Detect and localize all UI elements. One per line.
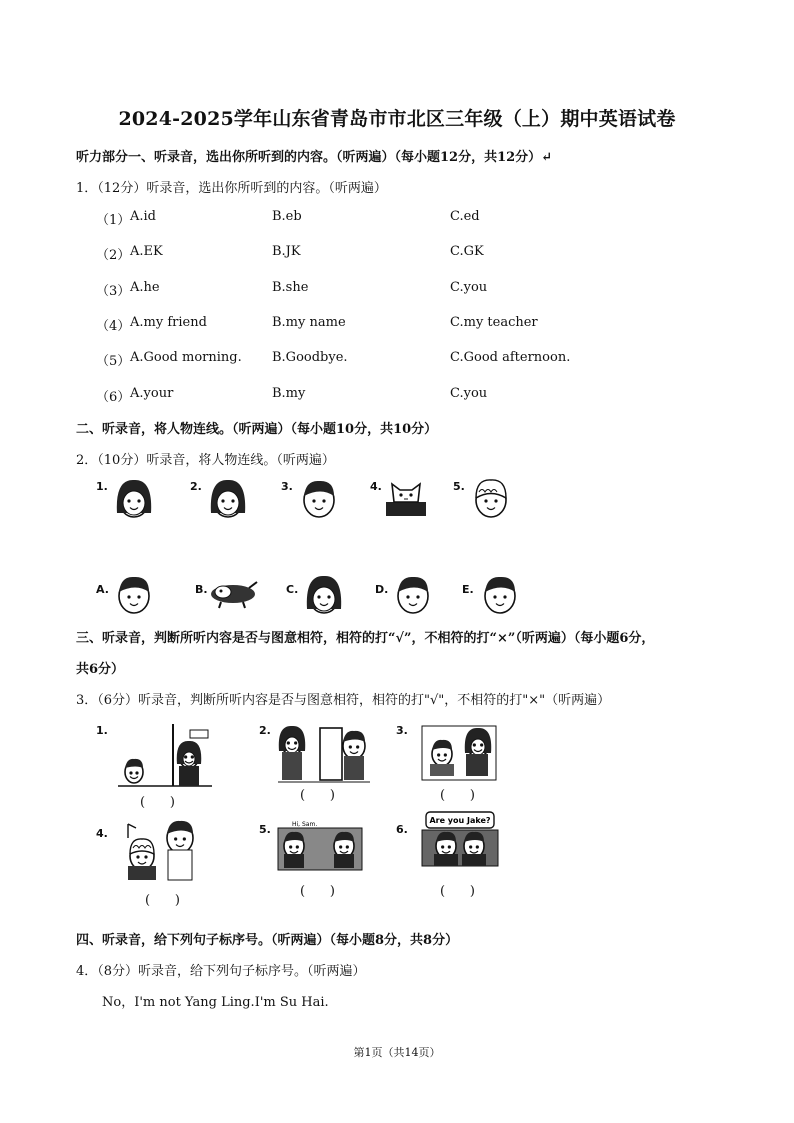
option-a: A.EK	[130, 244, 163, 259]
page-footer: 第1页（共14页）	[353, 1046, 441, 1059]
option-c: C.you	[450, 280, 488, 295]
option-row-number: （5）	[96, 354, 131, 369]
bottom-picture-label: E.	[462, 583, 474, 596]
section2-heading: 二、听录音，将人物连线。（听两遍）（每小题10分，共10分）	[76, 422, 438, 437]
character-picture-e	[476, 572, 526, 618]
top-picture-label: 5.	[453, 480, 465, 493]
character-picture-3	[295, 476, 345, 522]
answer-parentheses[interactable]: ( )	[140, 795, 175, 810]
option-a: A.he	[130, 280, 160, 295]
answer-parentheses[interactable]: ( )	[440, 788, 475, 803]
option-b: B.Goodbye.	[272, 350, 348, 365]
character-picture-2	[204, 476, 254, 522]
top-picture-label: 3.	[281, 480, 293, 493]
option-a: A.my friend	[130, 315, 207, 330]
scene-picture-6	[420, 812, 500, 870]
option-row-number: （2）	[96, 248, 131, 263]
scene-label: 6.	[396, 823, 408, 836]
option-b: B.eb	[272, 209, 302, 224]
option-a: A.id	[130, 209, 156, 224]
bottom-picture-label: D.	[375, 583, 389, 596]
option-b: B.she	[272, 280, 309, 295]
top-picture-label: 1.	[96, 480, 108, 493]
scene-label: 4.	[96, 827, 108, 840]
option-c: C.ed	[450, 209, 480, 224]
page-title: 2024-2025学年山东省青岛市市北区三年级（上）期中英语试卷	[118, 108, 676, 130]
top-picture-label: 2.	[190, 480, 202, 493]
section3-heading-line2: 共6分）	[76, 662, 125, 677]
answer-parentheses[interactable]: ( )	[145, 893, 180, 908]
section1-heading: 听力部分一、听录音，选出你所听到的内容。（听两遍）（每小题12分，共12分）↵	[76, 150, 553, 165]
speech-bubble-text: Are you Jake?	[429, 816, 491, 825]
speech-bubble-text: Hi, Sam.	[292, 821, 318, 828]
option-a: A.your	[130, 386, 174, 401]
character-picture-1	[110, 476, 160, 522]
option-b: B.my name	[272, 315, 346, 330]
answer-parentheses[interactable]: ( )	[300, 788, 335, 803]
question-2: 2．（10分）听录音，将人物连线。（听两遍）	[76, 453, 335, 468]
character-picture-5	[467, 476, 517, 522]
scene-label: 5.	[259, 823, 271, 836]
bottom-picture-label: C.	[286, 583, 299, 596]
section4-heading: 四、听录音，给下列句子标序号。（听两遍）（每小题8分，共8分）	[76, 933, 459, 948]
character-picture-c	[300, 572, 350, 618]
option-a: A.Good morning.	[130, 350, 242, 365]
answer-parentheses[interactable]: ( )	[300, 884, 335, 899]
scene-label: 2.	[259, 724, 271, 737]
character-picture-4	[384, 476, 434, 522]
scene-picture-1	[118, 724, 212, 794]
scene-picture-2	[278, 724, 370, 788]
character-picture-a	[110, 572, 160, 618]
scene-picture-4	[124, 818, 206, 882]
option-row-number: （1）	[96, 213, 131, 228]
answer-parentheses[interactable]: ( )	[440, 884, 475, 899]
scene-picture-5	[276, 818, 364, 874]
scene-label: 3.	[396, 724, 408, 737]
question-4-sentence: No，I'm not Yang Ling.I'm Su Hai.	[102, 995, 329, 1010]
top-picture-label: 4.	[370, 480, 382, 493]
option-c: C.GK	[450, 244, 484, 259]
option-row-number: （4）	[96, 319, 131, 334]
option-b: B.my	[272, 386, 306, 401]
character-picture-d	[389, 572, 439, 618]
section3-heading-line1: 三、听录音，判断所听内容是否与图意相符，相符的打“√”，不相符的打“×”（听两遍）（每小题6分，	[76, 631, 655, 646]
option-c: C.you	[450, 386, 488, 401]
question-4: 4．（8分）听录音，给下列句子标序号。（听两遍）	[76, 964, 366, 979]
option-b: B.JK	[272, 244, 301, 259]
option-row-number: （3）	[96, 284, 131, 299]
question-3: 3．（6分）听录音，判断所听内容是否与图意相符，相符的打"√"，不相符的打"×"（听两遍）	[76, 693, 611, 708]
option-c: C.my teacher	[450, 315, 538, 330]
scene-label: 1.	[96, 724, 108, 737]
bottom-picture-label: A.	[96, 583, 109, 596]
option-c: C.Good afternoon.	[450, 350, 571, 365]
bottom-picture-label: B.	[195, 583, 208, 596]
scene-picture-3	[420, 724, 498, 786]
question-1: 1．（12分）听录音，选出你所听到的内容。（听两遍）	[76, 181, 387, 196]
option-row-number: （6）	[96, 390, 131, 405]
character-picture-b	[209, 572, 259, 618]
